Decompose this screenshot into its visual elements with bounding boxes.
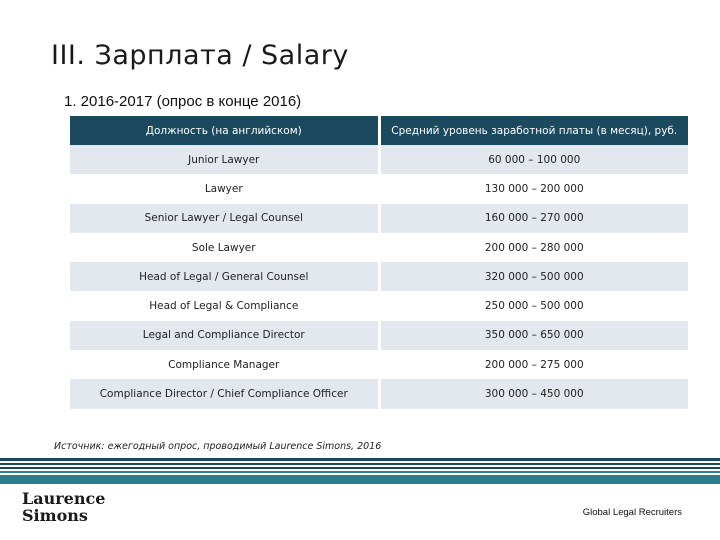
cell-position: Junior Lawyer xyxy=(70,145,379,174)
logo-line1: Laurence xyxy=(22,489,106,508)
cell-salary: 200 000 – 275 000 xyxy=(379,350,688,379)
cell-position: Head of Legal / General Counsel xyxy=(70,262,379,291)
header-position: Должность (на английском) xyxy=(70,116,379,145)
cell-salary: 250 000 – 500 000 xyxy=(379,291,688,320)
cell-position: Head of Legal & Compliance xyxy=(70,291,379,320)
cell-salary: 160 000 – 270 000 xyxy=(379,204,688,233)
footer-divider xyxy=(0,458,720,488)
table-row xyxy=(70,174,688,203)
divider-line xyxy=(0,463,720,465)
divider-line xyxy=(0,458,720,461)
salary-table xyxy=(70,116,688,409)
source-note: Источник: ежегодный опрос, проводимый Laurence Simons, 2016 xyxy=(54,441,382,452)
divider-band xyxy=(0,475,720,484)
divider-line xyxy=(0,471,720,473)
cell-position: Senior Lawyer / Legal Counsel xyxy=(70,204,379,233)
cell-position: Compliance Director / Chief Compliance Officer xyxy=(70,379,379,408)
cell-salary: 60 000 – 100 000 xyxy=(379,145,688,174)
table-row xyxy=(70,291,688,320)
slide-title: III. Зарплата / Salary xyxy=(51,40,349,71)
table-row xyxy=(70,145,688,174)
cell-salary: 200 000 – 280 000 xyxy=(379,233,688,262)
cell-salary: 130 000 – 200 000 xyxy=(379,174,688,203)
cell-salary: 350 000 – 650 000 xyxy=(379,321,688,350)
table-row xyxy=(70,204,688,233)
cell-position: Sole Lawyer xyxy=(70,233,379,262)
tagline: Global Legal Recruiters xyxy=(582,507,682,518)
cell-salary: 320 000 – 500 000 xyxy=(379,262,688,291)
divider-line xyxy=(0,467,720,469)
table-row xyxy=(70,350,688,379)
header-salary: Средний уровень заработной платы (в месяц), руб. xyxy=(379,116,688,145)
table-row xyxy=(70,262,688,291)
cell-position: Compliance Manager xyxy=(70,350,379,379)
cell-position: Lawyer xyxy=(70,174,379,203)
table-body xyxy=(70,145,688,409)
table-header-row xyxy=(70,116,688,145)
cell-position: Legal and Compliance Director xyxy=(70,321,379,350)
slide-subtitle: 1. 2016-2017 (опрос в конце 2016) xyxy=(64,93,302,110)
company-logo xyxy=(22,490,105,524)
table-row xyxy=(70,379,688,408)
cell-salary: 300 000 – 450 000 xyxy=(379,379,688,408)
logo-line2: Simons xyxy=(22,506,88,525)
table-row xyxy=(70,233,688,262)
table-row xyxy=(70,321,688,350)
